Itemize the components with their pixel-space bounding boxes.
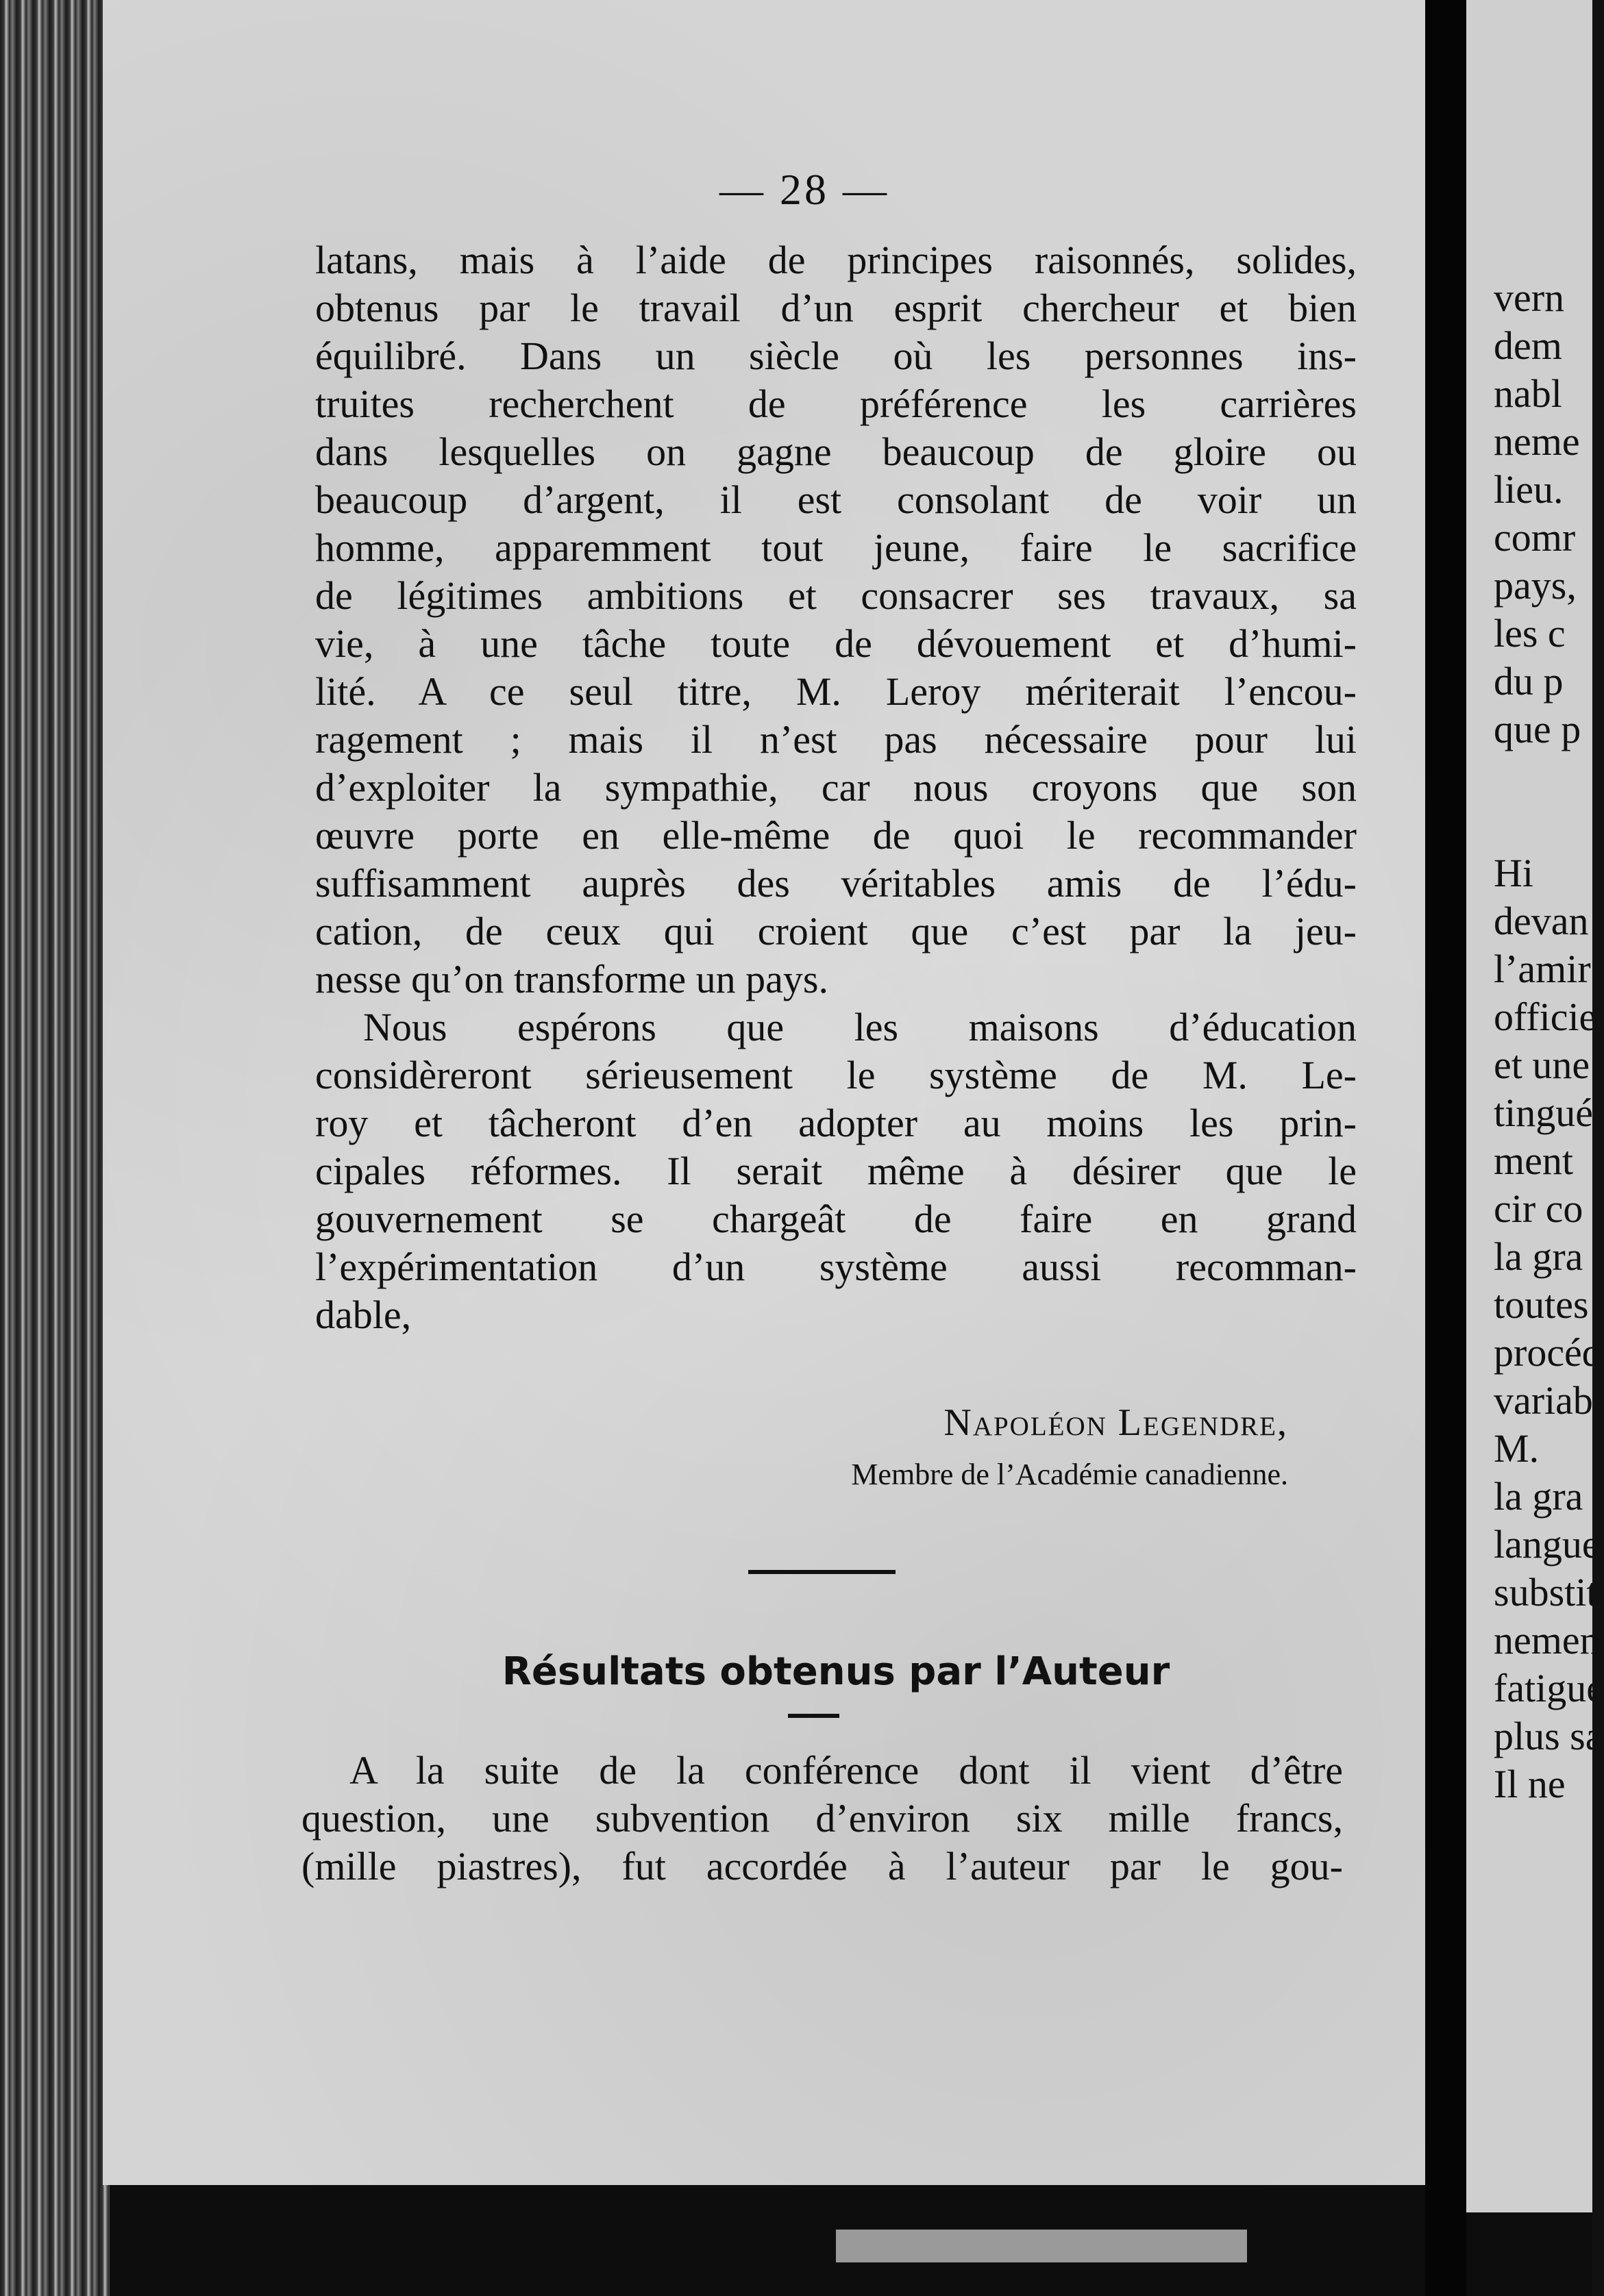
right-page-line: dem — [1494, 323, 1562, 368]
right-page-line: la gra — [1494, 1234, 1583, 1279]
right-page-line: cir co — [1494, 1186, 1583, 1231]
right-page-line: que p — [1494, 707, 1581, 751]
signature-block — [315, 1401, 1288, 1492]
text-line: cation, de ceux qui croient que c’est par la jeu- — [315, 909, 1357, 953]
title-underline-rule — [788, 1714, 839, 1718]
section-divider-rule — [748, 1570, 896, 1574]
text-line: considèreront sérieusement le système de M. Le- — [315, 1053, 1357, 1097]
text-line: gouvernement se chargeât de faire en grand — [315, 1197, 1357, 1241]
right-page-line: la gra — [1494, 1474, 1583, 1519]
text-line: roy et tâcheront d’en adopter au moins les prin- — [315, 1101, 1357, 1145]
signature-name: Napoléon Legendre, — [943, 1401, 1288, 1444]
right-page-line: officie — [1494, 995, 1597, 1039]
right-page-line: Il ne — [1494, 1762, 1566, 1806]
right-page-line: devan — [1494, 899, 1589, 943]
right-page-line: pays, — [1494, 563, 1577, 608]
right-page-line: tingué — [1494, 1090, 1593, 1135]
right-page-line — [1494, 801, 1604, 849]
right-page-line: nabl — [1494, 371, 1562, 416]
text-line: vie, à une tâche toute de dévouement et d’humi- — [315, 621, 1357, 666]
text-line: homme, apparemment tout jeune, faire le sacrifice — [315, 525, 1357, 570]
text-line: suffisamment auprès des véritables amis de l’édu- — [315, 861, 1357, 906]
right-page-line: plus sa — [1494, 1714, 1603, 1758]
right-page-line: les c — [1494, 611, 1566, 656]
signature-title: Membre de l’Académie canadienne. — [851, 1458, 1288, 1491]
right-page-line: toutes — [1494, 1282, 1589, 1327]
scan-edge-strip — [836, 2230, 1247, 2262]
right-page-line: l’amir — [1494, 947, 1591, 991]
right-page-line: du p — [1494, 659, 1564, 703]
right-page-line: et une — [1494, 1043, 1590, 1087]
right-page-line: nemen — [1494, 1618, 1600, 1662]
text-line: d’exploiter la sympathie, car nous croyons que son — [315, 765, 1357, 810]
page-gutter-shadow — [1425, 0, 1466, 2296]
right-page-line: M. — [1494, 1426, 1540, 1471]
book-spine — [0, 0, 110, 2296]
text-line: nesse qu’on transforme un pays. — [315, 957, 828, 1001]
right-page-line: neme — [1494, 419, 1580, 464]
text-line: beaucoup d’argent, il est consolant de voir un — [315, 477, 1357, 522]
right-page-line: comr — [1494, 515, 1576, 560]
text-line: œuvre porte en elle-même de quoi le recommander — [315, 813, 1357, 858]
right-page-line: procéd — [1494, 1330, 1602, 1375]
right-page-line: fatigue — [1494, 1666, 1604, 1710]
right-page-text — [1494, 274, 1604, 1808]
right-page-line: vern — [1494, 275, 1565, 320]
text-line: de légitimes ambitions et consacrer ses travaux, sa — [315, 573, 1357, 618]
right-page-line: langue — [1494, 1522, 1600, 1567]
right-page-line — [1494, 753, 1604, 801]
text-line: lité. A ce seul titre, M. Leroy mériterait l’encou- — [315, 669, 1357, 714]
right-page-edge — [1466, 0, 1604, 2212]
text-line: question, une subvention d’environ six mille francs, — [301, 1796, 1343, 1840]
text-line: (mille piastres), fut accordée à l’auteur par le gou- — [301, 1844, 1343, 1888]
text-line: obtenus par le travail d’un esprit chercheur et bien — [315, 286, 1357, 330]
main-text-block — [315, 236, 1357, 1339]
text-line: l’expérimentation d’un système aussi recomman- — [315, 1245, 1357, 1289]
text-line: cipales réformes. Il serait même à désirer que le — [315, 1149, 1357, 1193]
text-line: latans, mais à l’aide de principes raisonnés, solides, — [315, 238, 1357, 282]
section-title: Résultats obtenus par l’Auteur — [502, 1649, 1170, 1694]
right-page-line: variab — [1494, 1378, 1593, 1423]
right-page-line: substit — [1494, 1570, 1598, 1614]
text-line: ragement ; mais il n’est pas nécessaire pour lui — [315, 717, 1357, 762]
right-page-line: ment — [1494, 1138, 1573, 1183]
text-line: dans lesquelles on gagne beaucoup de gloire ou — [315, 429, 1357, 474]
text-line: dable, — [315, 1293, 412, 1337]
section-text-block — [301, 1747, 1343, 1891]
right-page-line: Hi — [1494, 851, 1533, 895]
text-line: Nous espérons que les maisons d’éducation — [363, 1005, 1357, 1049]
text-line: équilibré. Dans un siècle où les personnes ins- — [315, 334, 1357, 378]
right-page-line: lieu. — [1494, 467, 1564, 512]
text-line: truites recherchent de préférence les carrières — [315, 382, 1357, 426]
text-line: A la suite de la conférence dont il vient d’être — [349, 1748, 1343, 1793]
page-number: — 28 — — [719, 165, 889, 214]
